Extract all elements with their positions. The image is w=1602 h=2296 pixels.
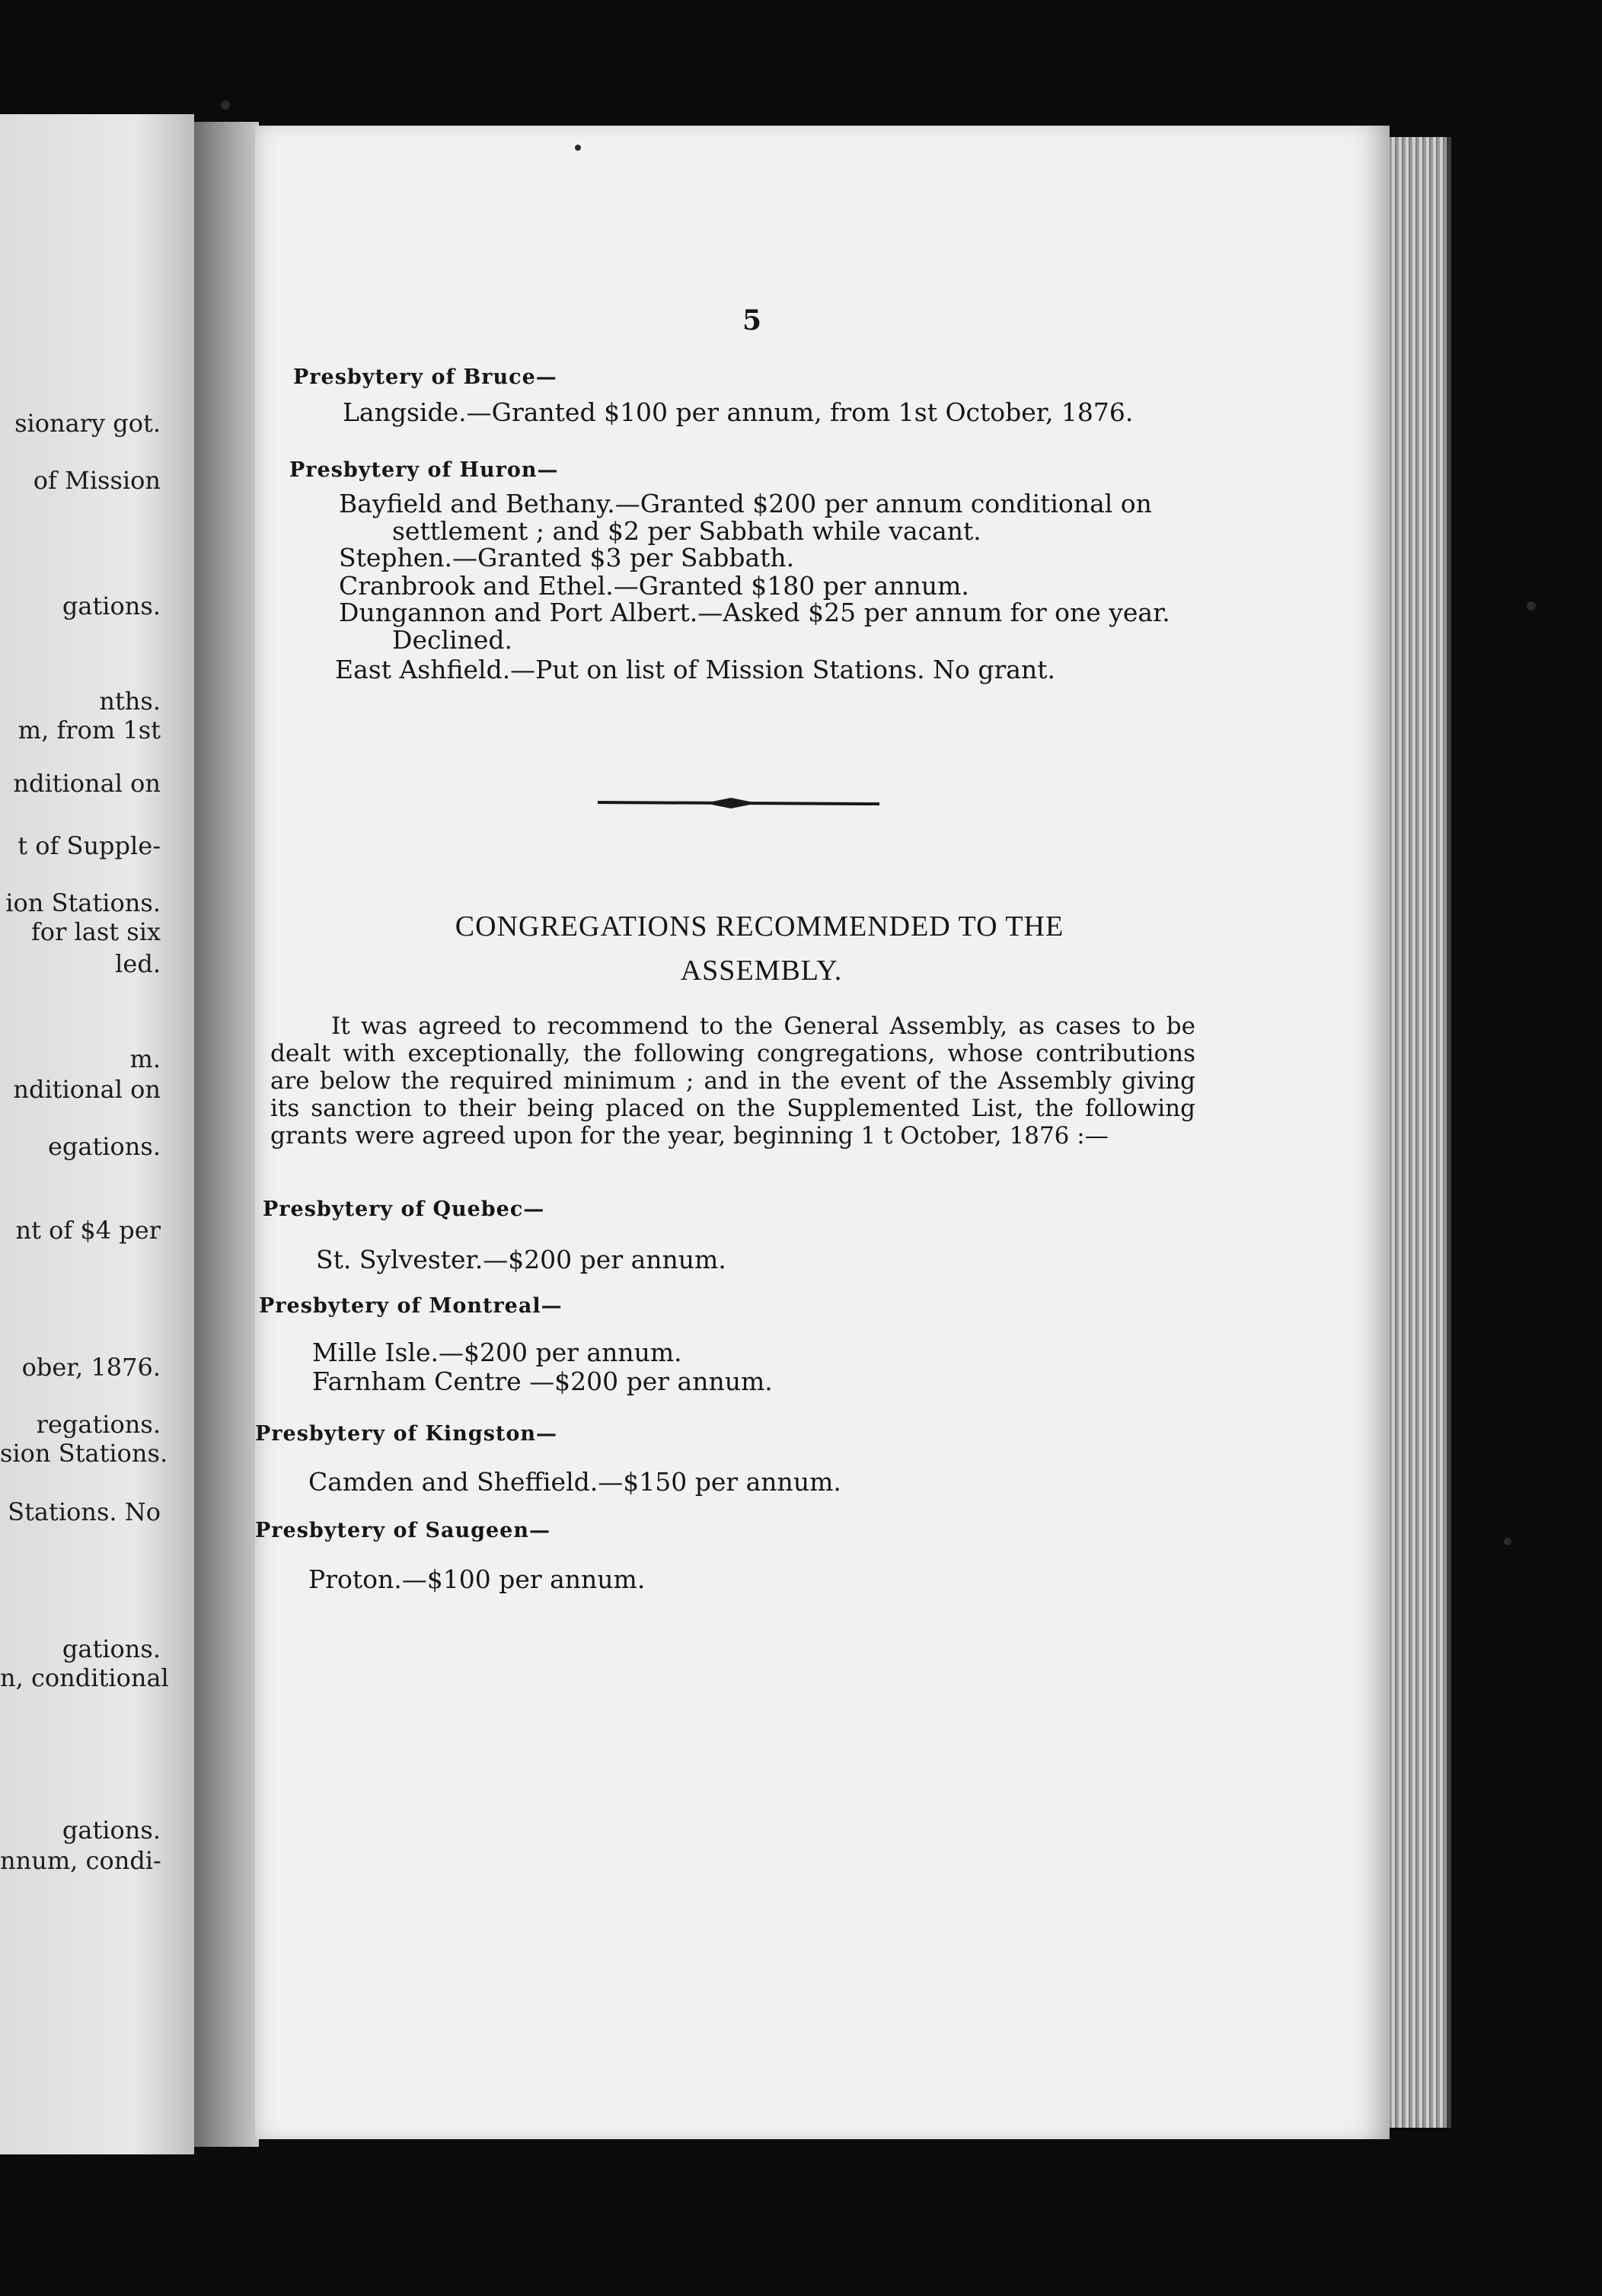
dust-speck xyxy=(1504,1538,1511,1545)
page-edges xyxy=(1390,137,1451,2128)
left-text-fragment: n, conditional xyxy=(0,1663,169,1692)
left-text-fragment: gations. xyxy=(62,592,161,620)
left-text-fragment: gations. xyxy=(62,1816,161,1845)
entry-proton: Proton.—$100 per annum. xyxy=(308,1564,646,1594)
left-text-fragment: nths. xyxy=(99,687,161,716)
entry-east-ashfield: East Ashfield.—Put on list of Mission Stations. No grant. xyxy=(335,655,1055,684)
left-text-fragment: sionary got. xyxy=(14,409,161,438)
left-text-fragment: t of Supple- xyxy=(18,831,161,860)
left-text-fragment: nditional on xyxy=(13,769,161,798)
entry-st-sylvester: St. Sylvester.—$200 per annum. xyxy=(316,1245,726,1274)
left-text-fragment: egations. xyxy=(47,1132,161,1161)
entry-bayfield: Bayfield and Bethany.—Granted $200 per annum conditional on xyxy=(339,489,1152,518)
entry-stephen: Stephen.—Granted $3 per Sabbath. xyxy=(339,543,795,572)
left-text-fragment: m, from 1st xyxy=(18,716,161,745)
left-text-fragment: regations. xyxy=(36,1410,161,1439)
presbytery-bruce-heading: Presbytery of Bruce— xyxy=(293,365,557,389)
entry-farnham-centre: Farnham Centre —$200 per annum. xyxy=(312,1366,773,1396)
left-text-fragment: nt of $4 per xyxy=(15,1216,161,1245)
presbytery-montreal-heading: Presbytery of Montreal— xyxy=(259,1294,563,1318)
entry-langside: Langside.—Granted $100 per annum, from 1st October, 1876. xyxy=(343,397,1134,427)
entry-bayfield-cont: settlement ; and $2 per Sabbath while vacant. xyxy=(392,516,981,546)
ornamental-rule xyxy=(598,792,879,815)
left-text-fragment: for last six xyxy=(30,917,161,946)
left-text-fragment: led. xyxy=(115,949,161,978)
presbytery-kingston-heading: Presbytery of Kingston— xyxy=(255,1422,558,1446)
dust-speck xyxy=(575,145,581,151)
presbytery-saugeen-heading: Presbytery of Saugeen— xyxy=(255,1519,550,1542)
left-text-fragment: nditional on xyxy=(13,1075,161,1104)
entry-camden-sheffield: Camden and Sheffield.—$150 per annum. xyxy=(308,1467,841,1497)
left-text-fragment: ober, 1876. xyxy=(21,1353,161,1382)
section-heading-line-1: CONGREGATIONS RECOMMENDED TO THE xyxy=(455,910,1064,942)
left-text-fragment: of Mission xyxy=(33,466,161,495)
document-page xyxy=(255,126,1390,2139)
section-heading-line-2: ASSEMBLY. xyxy=(680,955,843,987)
presbytery-quebec-heading: Presbytery of Quebec— xyxy=(263,1197,545,1221)
left-text-fragment: m. xyxy=(129,1044,161,1073)
dust-speck xyxy=(221,100,230,110)
left-text-fragment: nnum, condi- xyxy=(0,1846,161,1875)
book-gutter xyxy=(194,122,259,2147)
presbytery-huron-heading: Presbytery of Huron— xyxy=(289,458,559,482)
left-text-fragment: sion Stations. xyxy=(0,1439,168,1468)
left-text-fragment: Stations. No xyxy=(8,1497,161,1526)
entry-dungannon-cont: Declined. xyxy=(392,625,512,655)
left-text-fragment: gations. xyxy=(62,1634,161,1663)
entry-dungannon: Dungannon and Port Albert.—Asked $25 per annum for one year. xyxy=(339,598,1170,627)
page-number: 5 xyxy=(742,305,762,336)
left-text-fragment: ion Stations. xyxy=(5,888,161,917)
recommendation-paragraph: It was agreed to recommend to the General Assembly, as cases to be dealt with exceptionally, the following congregations, whose contributions are below the required minimum ; and in the event of the Assembly giving its sanction to their being placed on the Supplemented List, the following grants were agreed upon for the year, beginning 1 t October, 1876 :— xyxy=(270,1012,1195,1150)
dust-speck xyxy=(1527,601,1536,611)
entry-mille-isle: Mille Isle.—$200 per annum. xyxy=(312,1338,682,1367)
left-page xyxy=(0,114,194,2154)
entry-cranbrook: Cranbrook and Ethel.—Granted $180 per annum. xyxy=(339,571,969,601)
